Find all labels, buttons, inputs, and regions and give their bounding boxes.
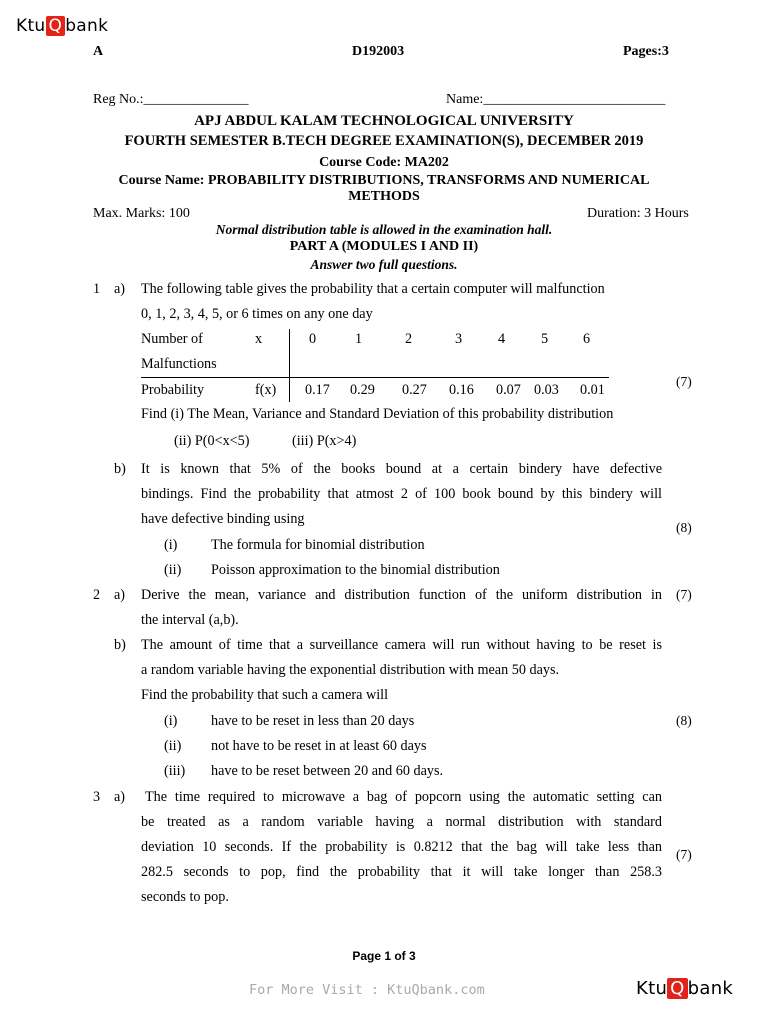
q2a-marks: (7) [676, 587, 692, 602]
table-x-cell: 6 [583, 331, 591, 347]
table-vertical-rule [289, 329, 290, 402]
table-row2-label: Probability [141, 382, 205, 398]
question-set: A [93, 44, 104, 59]
table-x-cell: 1 [355, 331, 363, 347]
course-name-line-1: Course Name: PROBABILITY DISTRIBUTIONS, TRANSFORMS AND NUMERICAL [118, 173, 650, 188]
q3a-text-line-5: seconds to pop. [141, 889, 229, 905]
table-prob-cell: 0.01 [580, 382, 605, 398]
q1b-option-1: The formula for binomial distribution [211, 537, 425, 553]
q1a-find-ii: (ii) P(0<x<5) [174, 433, 250, 449]
q1b-text-line-2: bindings. Find the probability that atmost 2 of 100 book bound by this bindery will [141, 486, 662, 502]
name-field: Name:__________________________ [446, 92, 666, 107]
part-heading: PART A (MODULES I AND II) [289, 239, 479, 254]
page-count: Pages:3 [623, 44, 669, 59]
table-x-cell: 2 [405, 331, 413, 347]
q3a-marks: (7) [676, 847, 692, 862]
q2a-text-line-2: the interval (a,b). [141, 612, 239, 628]
q1a-marks: (7) [676, 374, 692, 389]
q1a-text-line-2: 0, 1, 2, 3, 4, 5, or 6 times on any one day [141, 306, 373, 322]
ktuqbank-logo-bottom: Ktu Q bank [636, 978, 734, 999]
table-row2-var: f(x) [255, 382, 277, 398]
table-prob-cell: 0.16 [449, 382, 474, 398]
q1a-text-line-1: The following table gives the probability that a certain computer will malfunction [141, 281, 605, 297]
table-x-cell: 0 [309, 331, 317, 347]
q1b-text-line-3: have defective binding using [141, 511, 305, 527]
ktuqbank-logo: Ktu Q bank [16, 16, 109, 36]
visit-link[interactable]: For More Visit : KtuQbank.com [249, 982, 485, 998]
paper-code: D192003 [352, 44, 405, 59]
q1a-label: a) [114, 281, 126, 297]
q2b-option-number: (ii) [164, 738, 182, 754]
page-number: Page 1 of 3 [352, 949, 416, 963]
q2a-label: a) [114, 587, 126, 603]
table-row1-var: x [255, 331, 263, 347]
q2-number: 2 [93, 587, 101, 603]
exam-title: FOURTH SEMESTER B.TECH DEGREE EXAMINATION(S), DECEMBER 2019 [124, 133, 644, 149]
course-code: Course Code: MA202 [319, 155, 449, 170]
q2b-text-line-2: a random variable having the exponential distribution with mean 50 days. [141, 662, 560, 678]
q1a-find-line-1: Find (i) The Mean, Variance and Standard Deviation of this probability distribution [141, 406, 614, 422]
table-prob-cell: 0.07 [496, 382, 521, 398]
q1b-option-number: (i) [164, 537, 178, 553]
q1b-option-2: Poisson approximation to the binomial distribution [211, 562, 500, 578]
q2b-option-number: (iii) [164, 763, 186, 779]
q2b-marks: (8) [676, 713, 692, 728]
table-row1-label: Number of [141, 331, 203, 347]
university-title: APJ ABDUL KALAM TECHNOLOGICAL UNIVERSITY [194, 113, 574, 129]
q2b-text-line-1: The amount of time that a surveillance camera will run without having to be reset is [141, 637, 662, 653]
q1b-marks: (8) [676, 520, 692, 535]
course-name-line-2: METHODS [348, 189, 420, 204]
table-prob-cell: 0.29 [350, 382, 375, 398]
q2b-option-3: have to be reset between 20 and 60 days. [211, 763, 444, 779]
q3a-text-line-2: be treated as a random variable having a normal distribution with standard [141, 814, 662, 830]
q3a-label: a) [114, 789, 126, 805]
table-prob-cell: 0.17 [305, 382, 330, 398]
q2b-text-line-3: Find the probability that such a camera will [141, 687, 389, 703]
exam-note: Normal distribution table is allowed in the examination hall. [215, 222, 553, 237]
table-x-cell: 3 [455, 331, 463, 347]
q1b-label: b) [114, 461, 126, 477]
table-x-cell: 5 [541, 331, 549, 347]
q1b-text-line-1: It is known that 5% of the books bound at a certain bindery have defective [141, 461, 662, 477]
table-horizontal-rule [141, 377, 609, 378]
table-x-cell: 4 [498, 331, 506, 347]
reg-no-field: Reg No.:_______________ [93, 92, 249, 107]
q1b-option-number: (ii) [164, 562, 182, 578]
q3-number: 3 [93, 789, 101, 805]
q3a-text-line-3: deviation 10 seconds. If the probability is 0.8212 that the bag will take less than [141, 839, 662, 855]
duration: Duration: 3 Hours [587, 206, 689, 221]
q2b-option-number: (i) [164, 713, 178, 729]
table-prob-cell: 0.03 [534, 382, 559, 398]
q2a-text-line-1: Derive the mean, variance and distribution function of the uniform distribution in [141, 587, 662, 603]
q1a-find-iii: (iii) P(x>4) [292, 433, 357, 449]
max-marks: Max. Marks: 100 [93, 206, 190, 221]
table-prob-cell: 0.27 [402, 382, 427, 398]
q2b-option-1: have to be reset in less than 20 days [211, 713, 415, 729]
q1-number: 1 [93, 281, 101, 297]
table-row1-label-2: Malfunctions [141, 356, 217, 372]
q2b-label: b) [114, 637, 126, 653]
q2b-option-2: not have to be reset in at least 60 days [211, 738, 427, 754]
q3a-text-line-4: 282.5 seconds to pop, find the probability that it will take longer than 258.3 [141, 864, 662, 880]
q3a-text-line-1: The time required to microwave a bag of popcorn using the automatic setting can [145, 789, 662, 805]
part-instruction: Answer two full questions. [310, 257, 458, 272]
